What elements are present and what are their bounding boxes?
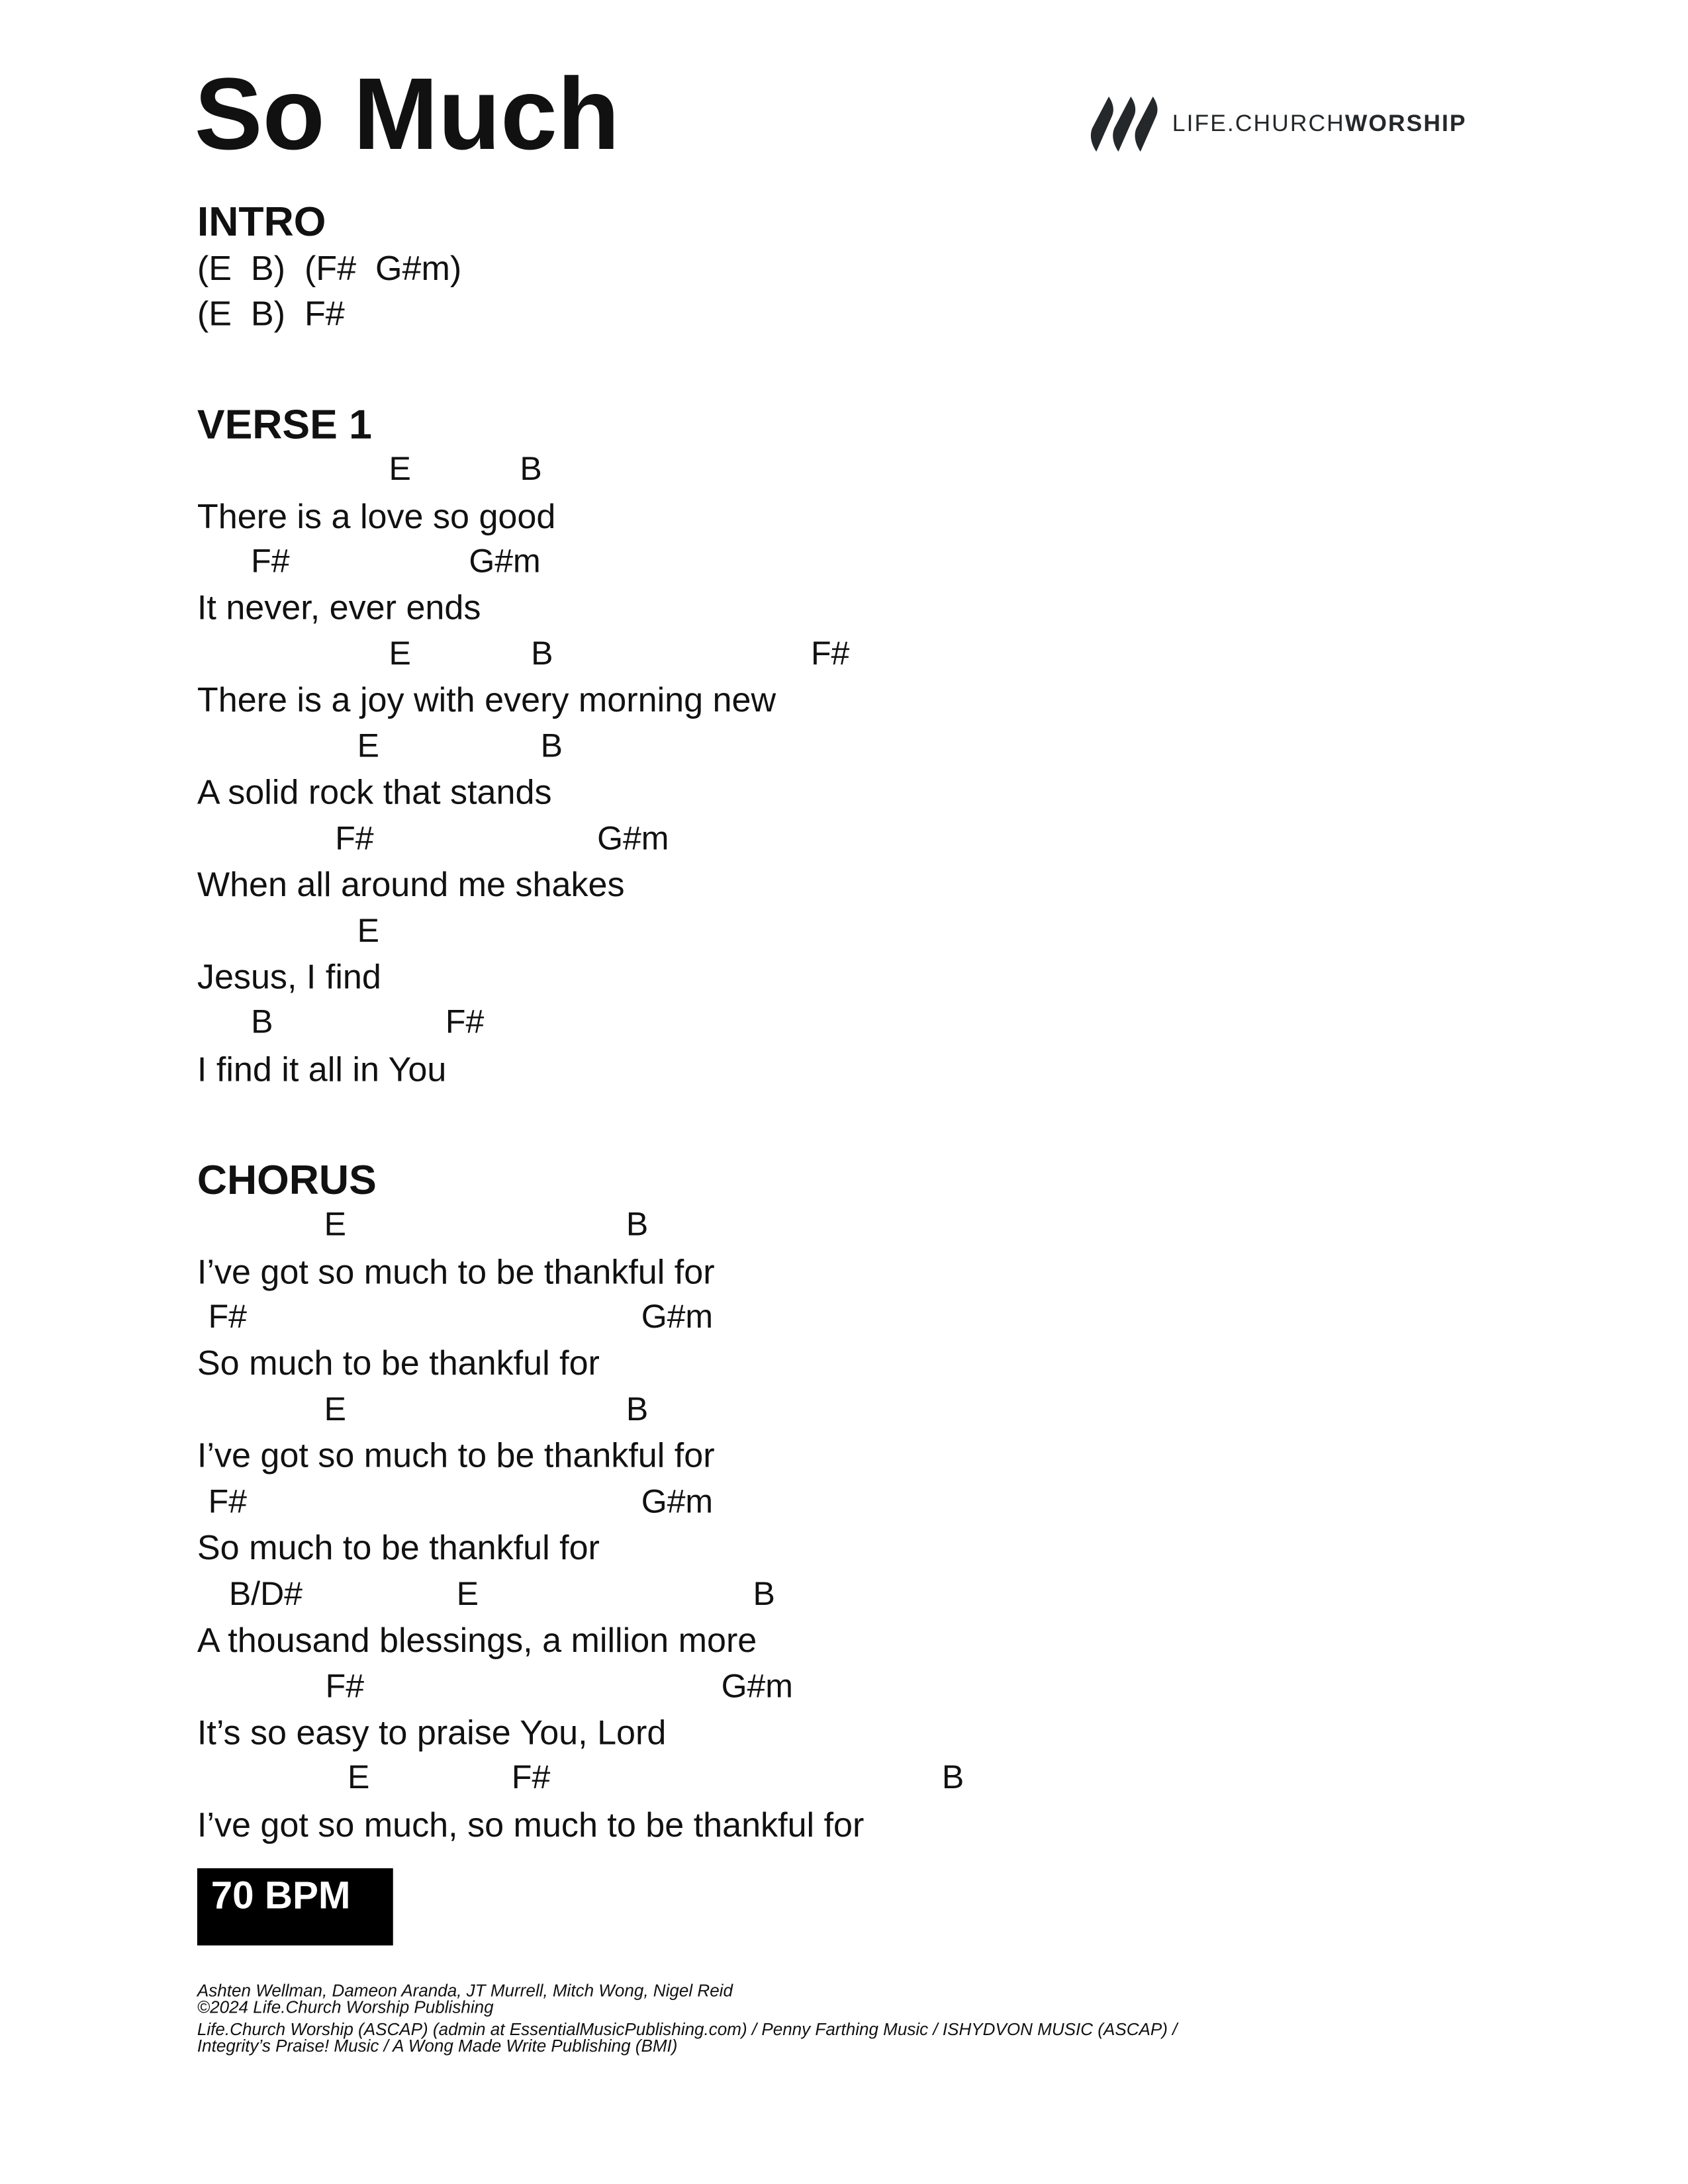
chord-symbol: B: [520, 451, 542, 488]
chord-symbol: B: [540, 727, 563, 765]
chord-symbol: E: [389, 635, 411, 673]
lyric-line: (E B) (F# G#m): [197, 250, 462, 289]
chord-symbol: F#: [810, 635, 850, 673]
chord-symbol: F#: [445, 1004, 485, 1042]
lyric-line: A solid rock that stands: [197, 774, 552, 813]
section-heading: INTRO: [197, 200, 326, 246]
lyric-line: When all around me shakes: [197, 866, 625, 905]
lyric-line: I’ve got so much to be thankful for: [197, 1252, 715, 1292]
chord-symbol: E: [347, 1760, 370, 1797]
chord-symbol: B: [531, 635, 553, 673]
chord-symbol: B: [626, 1206, 649, 1244]
lyric-line: Jesus, I find: [197, 958, 381, 997]
footer-publishers-line1: Life.Church Worship (ASCAP) (admin at EssentialMusicPublishing.com) / Penny Farthing Music / ISHYDVON MUSIC (ASCAP) /: [197, 2020, 1178, 2040]
chord-symbol: E: [389, 451, 411, 488]
chord-symbol: B: [753, 1575, 775, 1613]
chord-symbol: B/D#: [228, 1575, 303, 1613]
chord-symbol: G#m: [469, 543, 541, 580]
footer-publishers-line2: Integrity’s Praise! Music / A Wong Made Write Publishing (BMI): [197, 2036, 678, 2056]
chord-symbol: B: [626, 1390, 649, 1428]
bpm-badge: 70 BPM: [197, 1868, 393, 1946]
song-title: So Much: [194, 56, 620, 171]
lyric-line: I’ve got so much to be thankful for: [197, 1437, 715, 1476]
chord-symbol: F#: [208, 1298, 247, 1336]
chord-symbol: G#m: [641, 1298, 714, 1336]
lyric-line: So much to be thankful for: [197, 1345, 600, 1384]
lyric-line: A thousand blessings, a million more: [197, 1621, 757, 1661]
footer-copyright: ©2024 Life.Church Worship Publishing: [197, 1997, 494, 2017]
chord-symbol: B: [941, 1760, 964, 1797]
logo-text-bold: WORSHIP: [1344, 110, 1467, 137]
chord-symbol: F#: [251, 543, 290, 580]
section-heading: CHORUS: [197, 1158, 377, 1204]
life-church-worship-logo: [1090, 97, 1467, 152]
footer-writers: Ashten Wellman, Dameon Aranda, JT Murrell, Mitch Wong, Nigel Reid: [197, 1981, 733, 2001]
chord-symbol: G#m: [597, 819, 669, 857]
logo-text-light: LIFE.CHURCH: [1172, 110, 1345, 137]
lyric-line: There is a joy with every morning new: [197, 681, 776, 721]
chord-symbol: E: [324, 1206, 346, 1244]
chord-symbol: G#m: [721, 1667, 793, 1706]
section-heading: VERSE 1: [197, 402, 372, 449]
chord-symbol: E: [456, 1575, 479, 1613]
chord-symbol: B: [251, 1004, 273, 1042]
lyric-line: I find it all in You: [197, 1050, 447, 1089]
chord-symbol: E: [324, 1390, 346, 1428]
lyric-line: So much to be thankful for: [197, 1529, 600, 1569]
chord-symbol: E: [357, 727, 379, 765]
chord-symbol: G#m: [641, 1482, 714, 1521]
chord-symbol: E: [357, 912, 379, 950]
lyric-line: (E B) F#: [197, 295, 345, 334]
lyric-line: It never, ever ends: [197, 589, 481, 628]
chord-symbol: F#: [325, 1667, 365, 1706]
lyric-line: I’ve got so much, so much to be thankful for: [197, 1805, 865, 1845]
chord-symbol: F#: [511, 1760, 551, 1797]
lyric-line: It’s so easy to praise You, Lord: [197, 1713, 667, 1752]
chord-symbol: F#: [208, 1482, 247, 1521]
lyric-line: There is a love so good: [197, 497, 556, 536]
logo-mark-icon: [1090, 97, 1161, 152]
chord-symbol: F#: [335, 819, 374, 857]
